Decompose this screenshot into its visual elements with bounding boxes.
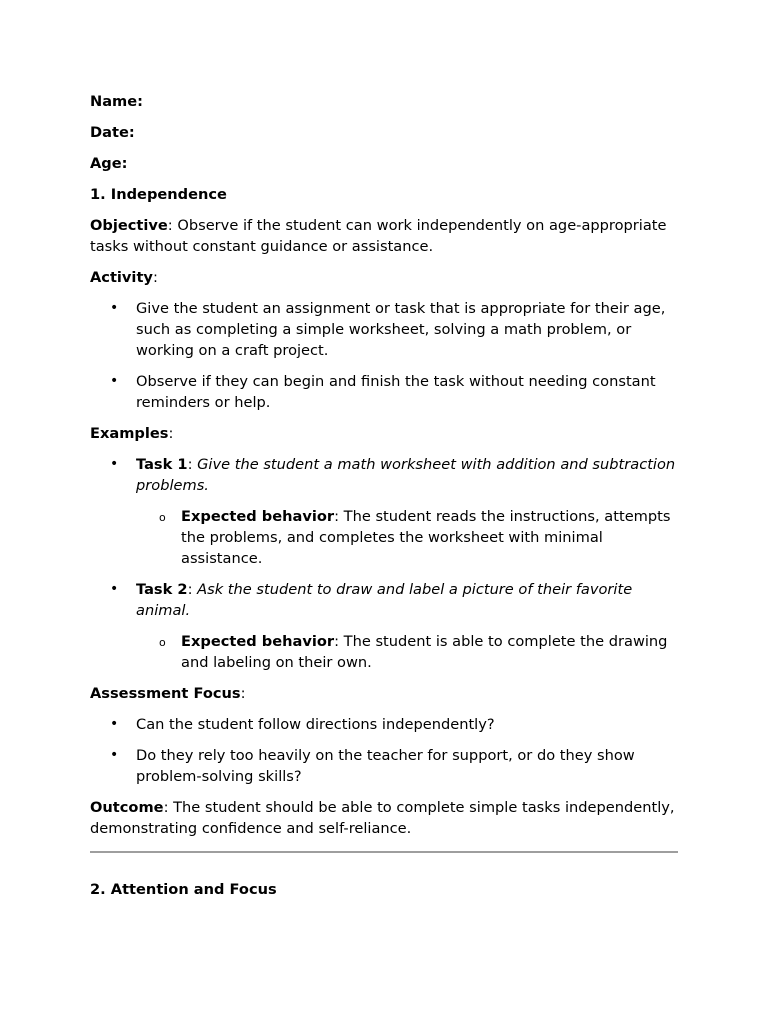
document-page — [90, 91, 680, 910]
task-text: Give the student a math worksheet with addition and subtraction problems. — [136, 456, 676, 494]
outcome-text: : The student should be able to complete simple tasks independently, demonstrating confidence and self-reliance. — [90, 799, 675, 837]
objective-paragraph — [90, 215, 680, 257]
list-item: • Can the student follow directions independently? — [110, 716, 495, 733]
examples-heading: Examples: — [90, 425, 174, 442]
list-item: • Task 1: Give the student a math worksheet with addition and subtraction problems. o Expected behavior: The student reads the instructions, attempts the problems, and completes the worksheet with minimal assistance. — [90, 454, 680, 569]
list-item: • Observe if they can begin and finish the task without needing constant reminders or help. — [110, 373, 656, 411]
examples-list — [90, 454, 680, 673]
activity-heading: Activity: — [90, 269, 158, 286]
age-label: Age: — [90, 155, 128, 172]
section-1-title: 1. Independence — [90, 186, 227, 203]
section-2-title: 2. Attention and Focus — [90, 881, 277, 898]
bullet-icon: • — [110, 716, 119, 732]
assessment-list — [90, 714, 680, 787]
bullet-icon: • — [110, 373, 119, 389]
task-text: Ask the student to draw and label a picture of their favorite animal. — [136, 581, 633, 619]
list-item: • Task 2: Ask the student to draw and label a picture of their favorite animal. o Expected behavior: The student is able to complete the drawing and labeling on their own. — [90, 579, 680, 673]
assessment-heading: Assessment Focus: — [90, 685, 246, 702]
bullet-icon: • — [110, 581, 119, 597]
circle-bullet-icon: o — [159, 511, 166, 524]
name-label: Name: — [90, 93, 144, 110]
sub-list-item: o Expected behavior: The student is able to complete the drawing and labeling on their own. — [159, 633, 668, 671]
bullet-icon: • — [110, 456, 119, 472]
circle-bullet-icon: o — [159, 636, 166, 649]
section-divider — [90, 851, 678, 853]
outcome-label: Outcome — [90, 799, 164, 816]
activity-list — [90, 298, 680, 413]
list-item: • Give the student an assignment or task that is appropriate for their age, such as completing a simple worksheet, solving a math problem, or working on a craft project. — [110, 300, 666, 359]
date-label: Date: — [90, 124, 135, 141]
sub-list — [136, 506, 680, 569]
outcome-paragraph — [90, 797, 680, 839]
task-label: Task 2 — [136, 581, 188, 598]
objective-text: : Observe if the student can work independently on age-appropriate tasks without constant guidance or assistance. — [90, 217, 667, 255]
bullet-icon: • — [110, 300, 119, 316]
list-item: • Do they rely too heavily on the teacher for support, or do they show problem-solving skills? — [110, 747, 635, 785]
sub-list-item: o Expected behavior: The student reads the instructions, attempts the problems, and completes the worksheet with minimal assistance. — [159, 508, 671, 567]
objective-label: Objective — [90, 217, 168, 234]
bullet-icon: • — [110, 747, 119, 763]
sub-list — [136, 631, 680, 673]
task-label: Task 1 — [136, 456, 188, 473]
